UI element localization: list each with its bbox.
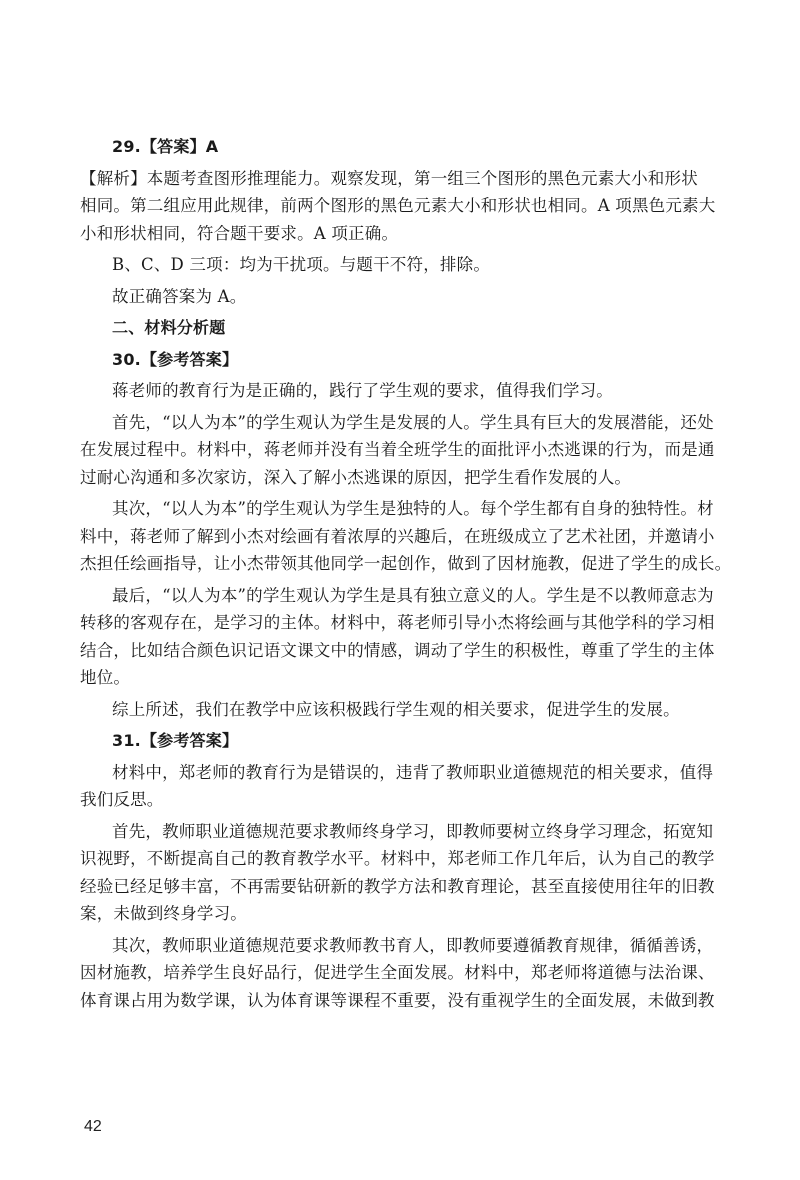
q31-p1-line-2: 识视野，不断提高自己的教育教学水平。材料中，郑老师工作几年后，认为自己的教学 (80, 849, 715, 868)
q31-p2-line-1: 其次，教师职业道德规范要求教师教书育人，即教师要遵循教育规律，循循善诱， (112, 935, 714, 955)
q31-intro (80, 759, 714, 814)
q31-p1-line-1: 首先，教师职业道德规范要求教师终身学习，即教师要树立终身学习理念，拓宽知 (112, 821, 714, 841)
q30-p3-line-2: 转移的客观存在，是学习的主体。材料中，蒋老师引导小杰将绘画与其他学科的学习相 (80, 613, 715, 632)
q31-p2-line-3: 体育课占用为数学课，认为体育课等课程不重要，没有重视学生的全面发展，未做到教 (80, 990, 715, 1010)
q30-intro: 蒋老师的教育行为是正确的，践行了学生观的要求，值得我们学习。 (112, 381, 613, 400)
q30-summary: 综上所述，我们在教学中应该积极践行学生观的相关要求，促进学生的发展。 (112, 699, 680, 719)
q29-analysis-line-2: 相同。第二组应用此规律，前两个图形的黑色元素大小和形状也相同。A 项黑色元素大 (80, 196, 716, 215)
q31-p1-line-4: 案，未做到终身学习。 (80, 904, 247, 923)
q30-paragraph-3 (80, 582, 715, 692)
q30-p1-line-2: 在发展过程中。材料中，蒋老师并没有当着全班学生的面批评小杰逃课的行为，而是通 (80, 440, 715, 459)
q31-p2-line-2: 因材施教，培养学生良好品行，促进学生全面发展。材料中，郑老师将道德与法治课、 (80, 963, 715, 982)
q30-paragraph-1 (80, 409, 715, 492)
q29-analysis-line-3: 小和形状相同，符合题干要求。A 项正确。 (80, 223, 399, 243)
q30-paragraph-2 (80, 495, 732, 578)
q30-p3-line-3: 结合，比如结合颜色识记语文课文中的情感，调动了学生的积极性，尊重了学生的主体 (80, 640, 715, 660)
q30-p3-line-1: 最后，“以人为本”的学生观认为学生是具有独立意义的人。学生是不以教师意志为 (112, 585, 714, 605)
q30-p2-line-3: 杰担任绘画指导，让小杰带领其他同学一起创作，做到了因材施教，促进了学生的成长。 (80, 554, 732, 573)
q31-label: 31.【参考答案】 (112, 731, 239, 750)
q30-p1-line-1: 首先，“以人为本”的学生观认为学生是发展的人。学生具有巨大的发展潜能，还处 (112, 412, 714, 432)
q31-paragraph-1 (80, 818, 715, 928)
q29-analysis (80, 165, 716, 248)
q31-intro-line-2: 我们反思。 (80, 790, 164, 809)
q30-p1-line-3: 过耐心沟通和多次家访，深入了解小杰逃课的原因，把学生看作发展的人。 (80, 467, 632, 487)
q29-bcd: B、C、D 三项：均为干扰项。与题干不符，排除。 (112, 255, 491, 274)
q30-label: 30.【参考答案】 (112, 349, 239, 369)
q31-paragraph-2 (80, 932, 715, 1015)
q29-analysis-line-1: 【解析】本题考查图形推理能力。观察发现，第一组三个图形的黑色元素大小和形状 (80, 168, 698, 188)
q30-p2-line-2: 料中，蒋老师了解到小杰对绘画有着浓厚的兴趣后，在班级成立了艺术社团，并邀请小 (80, 526, 715, 546)
q30-p2-line-1: 其次，“以人为本”的学生观认为学生是独特的人。每个学生都有自身的独特性。材 (112, 499, 714, 518)
page-number: 42 (84, 1118, 102, 1135)
q31-intro-line-1: 材料中，郑老师的教育行为是错误的，违背了教师职业道德规范的相关要求，值得 (112, 762, 714, 782)
q29-conclusion: 故正确答案为 A。 (112, 286, 247, 306)
q30-p3-line-4: 地位。 (80, 668, 131, 687)
answer-content (80, 133, 732, 1018)
section-heading: 二、材料分析题 (112, 318, 226, 337)
q31-p1-line-3: 经验已经足够丰富，不再需要钻研新的教学方法和教育理论，甚至直接使用往年的旧教 (80, 876, 715, 896)
q29-label: 29.【答案】A (112, 137, 219, 156)
